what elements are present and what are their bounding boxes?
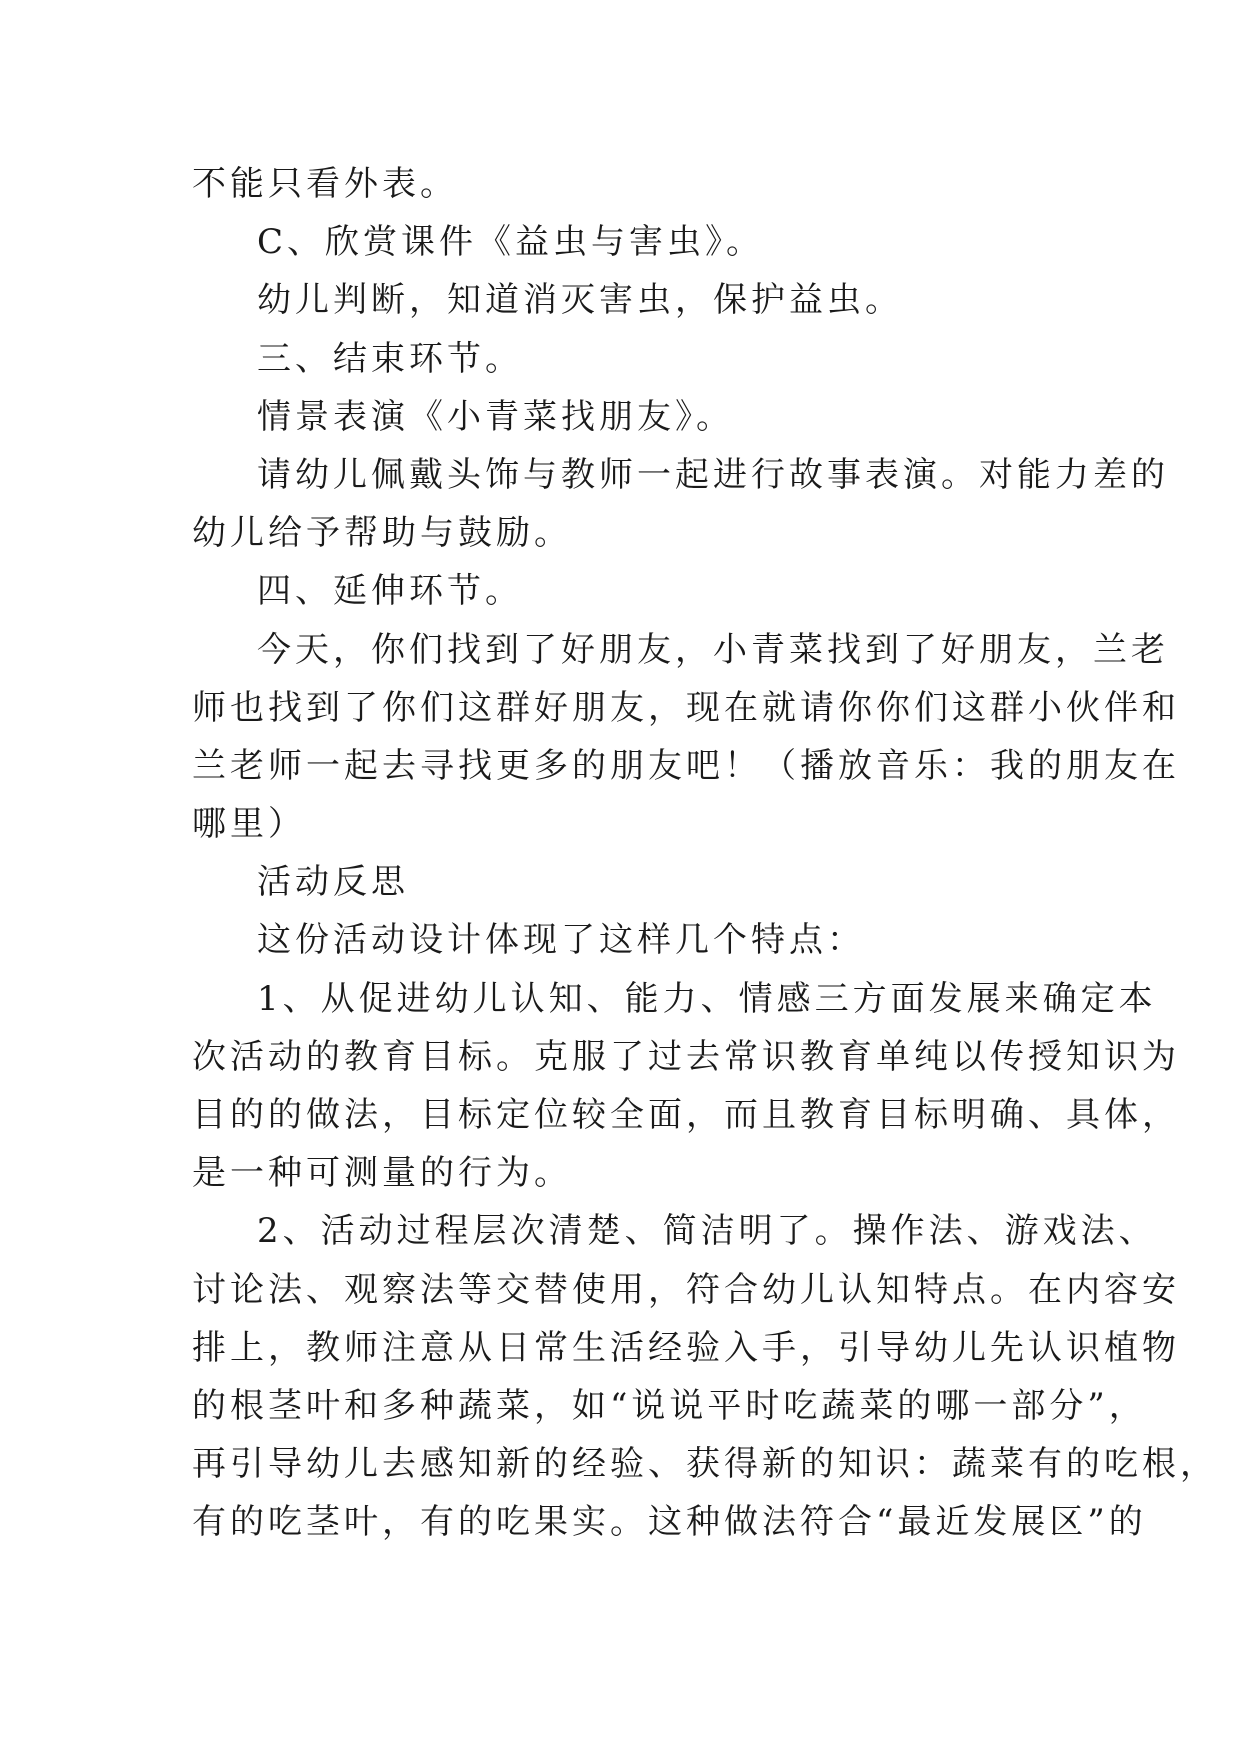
- text-line: 请幼儿佩戴头饰与教师一起进行故事表演。对能力差的: [257, 454, 1169, 495]
- text-line: 有的吃茎叶，有的吃果实。这种做法符合“最近发展区”的: [192, 1502, 1147, 1543]
- text-line: 幼儿给予帮助与鼓励。: [192, 513, 572, 554]
- text-line: 讨论法、观察法等交替使用，符合幼儿认知特点。在内容安: [192, 1269, 1180, 1310]
- text-line: 目的的做法，目标定位较全面，而且教育目标明确、具体，: [192, 1095, 1180, 1135]
- text-line: 不能只看外表。: [192, 164, 458, 204]
- text-line: 今天，你们找到了好朋友，小青菜找到了好朋友，兰老: [257, 629, 1169, 670]
- section-heading: 三、结束环节。: [257, 338, 523, 379]
- section-heading: 活动反思: [257, 862, 409, 903]
- section-heading: 四、延伸环节。: [257, 571, 523, 612]
- text-line: 1、从促进幼儿认知、能力、情感三方面发展来确定本: [257, 978, 1157, 1019]
- text-line: 再引导幼儿去感知新的经验、获得新的知识：蔬菜有的吃根，: [192, 1444, 1218, 1485]
- text-line: 这份活动设计体现了这样几个特点：: [257, 920, 865, 961]
- text-line: 哪里）: [192, 804, 306, 845]
- text-line: 情景表演《小青菜找朋友》。: [257, 396, 734, 437]
- text-line: 是一种可测量的行为。: [192, 1153, 572, 1194]
- text-line: 次活动的教育目标。克服了过去常识教育单纯以传授知识为: [192, 1036, 1180, 1077]
- text-line: 的根茎叶和多种蔬菜，如“说说平时吃蔬菜的哪一部分”，: [192, 1385, 1147, 1426]
- text-line: 师也找到了你们这群好朋友，现在就请你你们这群小伙伴和: [192, 687, 1180, 728]
- text-line: 幼儿判断，知道消灭害虫，保护益虫。: [257, 280, 903, 321]
- document-body: [192, 155, 1218, 1552]
- text-line: C、欣赏课件《益虫与害虫》。: [257, 222, 765, 263]
- text-line: 兰老师一起去寻找更多的朋友吧！（播放音乐：我的朋友在: [192, 745, 1180, 786]
- text-line: 2、活动过程层次清楚、简洁明了。操作法、游戏法、: [257, 1211, 1157, 1252]
- text-line: 排上，教师注意从日常生活经验入手，引导幼儿先认识植物: [192, 1327, 1180, 1368]
